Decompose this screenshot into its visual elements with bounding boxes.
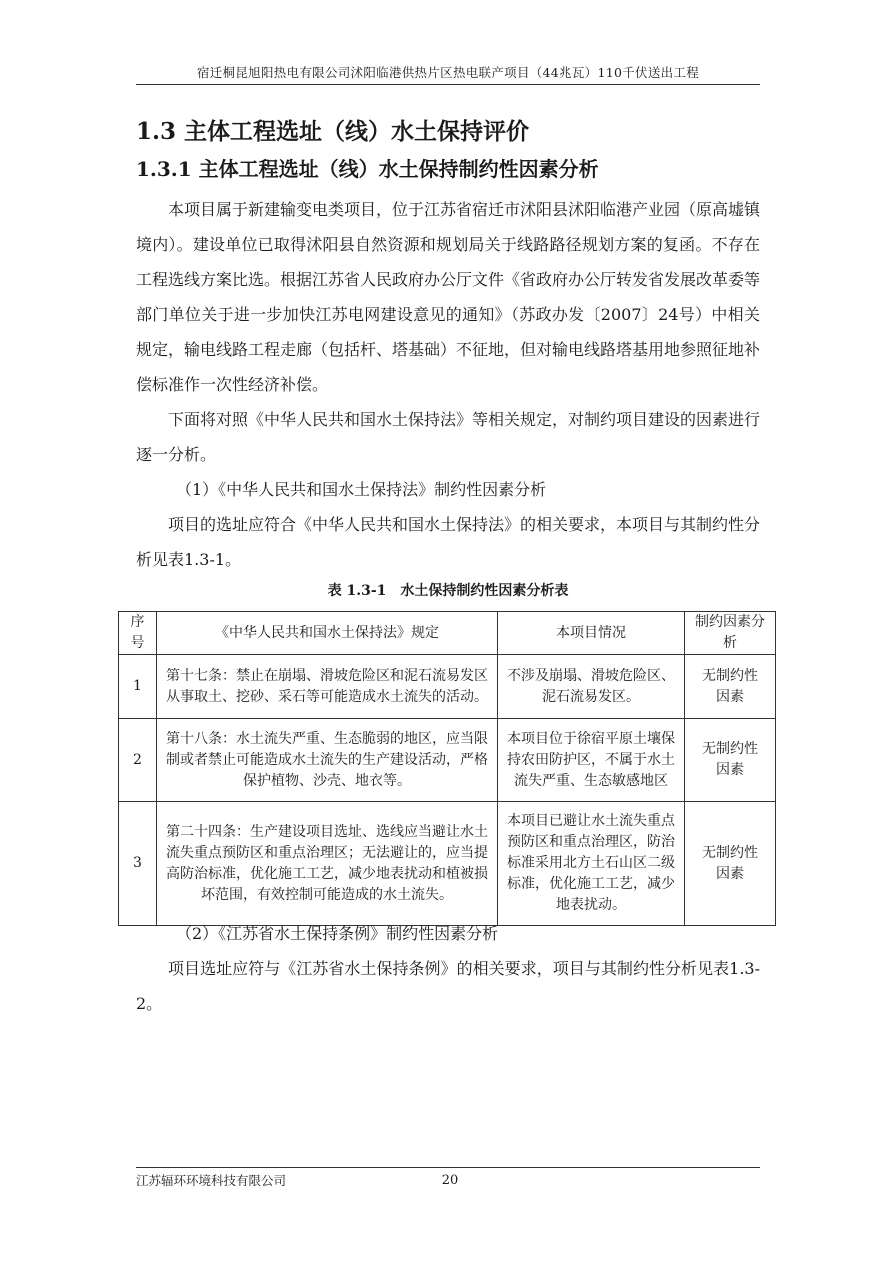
table-cell-index: 1 [119,655,157,719]
paragraph-item-2-heading: （2）《江苏省水土保持条例》制约性因素分析 [176,924,499,943]
section-heading-1-3: 1.3 主体工程选址（线）水土保持评价 [136,118,530,145]
footer-company: 江苏辐环环境科技有限公司 [136,1173,287,1188]
table-cell-constraint: 无制约性因素 [685,719,776,802]
table-row [119,802,776,926]
table-row [119,719,776,802]
table-header-project-status: 本项目情况 [498,612,685,655]
footer-rule [136,1167,760,1168]
header-rule [136,84,760,85]
page-number: 20 [441,1173,459,1188]
table-header-regulation: 《中华人民共和国水土保持法》规定 [157,612,498,655]
table-cell-project-status: 本项目已避让水土流失重点预防区和重点治理区，防治标准采用北方土石山区二级标准，优化施工工艺，减少地表扰动。 [498,802,685,926]
table-cell-project-status: 本项目位于徐宿平原土壤保持农田防护区，不属于水土流失严重、生态敏感地区 [498,719,685,802]
constraint-analysis-table [118,611,776,926]
running-header: 宿迁桐昆旭阳热电有限公司沭阳临港供热片区热电联产项目（44兆瓦）110千伏送出工程 [196,65,700,80]
table-cell-project-status: 不涉及崩塌、滑坡危险区、泥石流易发区。 [498,655,685,719]
table-cell-regulation: 第十八条：水土流失严重、生态脆弱的地区，应当限制或者禁止可能造成水土流失的生产建设活动，严格保护植物、沙壳、地衣等。 [157,719,498,802]
paragraph-item-1-heading: （1）《中华人民共和国水土保持法》制约性因素分析 [176,480,547,499]
table-cell-index: 2 [119,719,157,802]
table-cell-constraint: 无制约性因素 [685,655,776,719]
paragraph-analysis-lead: 下面将对照《中华人民共和国水土保持法》等相关规定，对制约项目建设的因素进行逐一分析。 [136,410,761,464]
section-heading-1-3-1: 1.3.1 主体工程选址（线）水土保持制约性因素分析 [136,157,599,181]
table-row [119,655,776,719]
table-header-constraint: 制约因素分析 [685,612,776,655]
paragraph-table-ref-1: 项目的选址应符合《中华人民共和国水土保持法》的相关要求，本项目与其制约性分析见表1.3-1。 [136,515,761,569]
table-cell-constraint: 无制约性因素 [685,802,776,926]
table-cell-regulation: 第二十四条：生产建设项目选址、选线应当避让水土流失重点预防区和重点治理区；无法避让的，应当提高防治标准，优化施工工艺，减少地表扰动和植被损坏范围，有效控制可能造成的水土流失。 [157,802,498,926]
table-cell-regulation: 第十七条：禁止在崩塌、滑坡危险区和泥石流易发区从事取土、挖砂、采石等可能造成水土流失的活动。 [157,655,498,719]
table-header-index: 序号 [119,612,157,655]
table-cell-index: 3 [119,802,157,926]
table-caption: 表 1.3-1 水土保持制约性因素分析表 [327,583,569,599]
paragraph-intro: 本项目属于新建输变电类项目，位于江苏省宿迁市沭阳县沭阳临港产业园（原高墟镇境内）。建设单位已取得沭阳县自然资源和规划局关于线路路径规划方案的复函。不存在工程选线方案比选。根据江苏省人民政府办公厅文件《省政府办公厅转发省发展改革委等部门单位关于进一步加快江苏电网建设意见的通知》（苏政办发〔2007〕24号）中相关规定，输电线路工程走廊（包括杆、塔基础）不征地，但对输电线路塔基用地参照征地补偿标准作一次性经济补偿。 [136,200,761,394]
paragraph-table-ref-2: 项目选址应符与《江苏省水土保持条例》的相关要求，项目与其制约性分析见表1.3-2。 [136,959,760,1013]
